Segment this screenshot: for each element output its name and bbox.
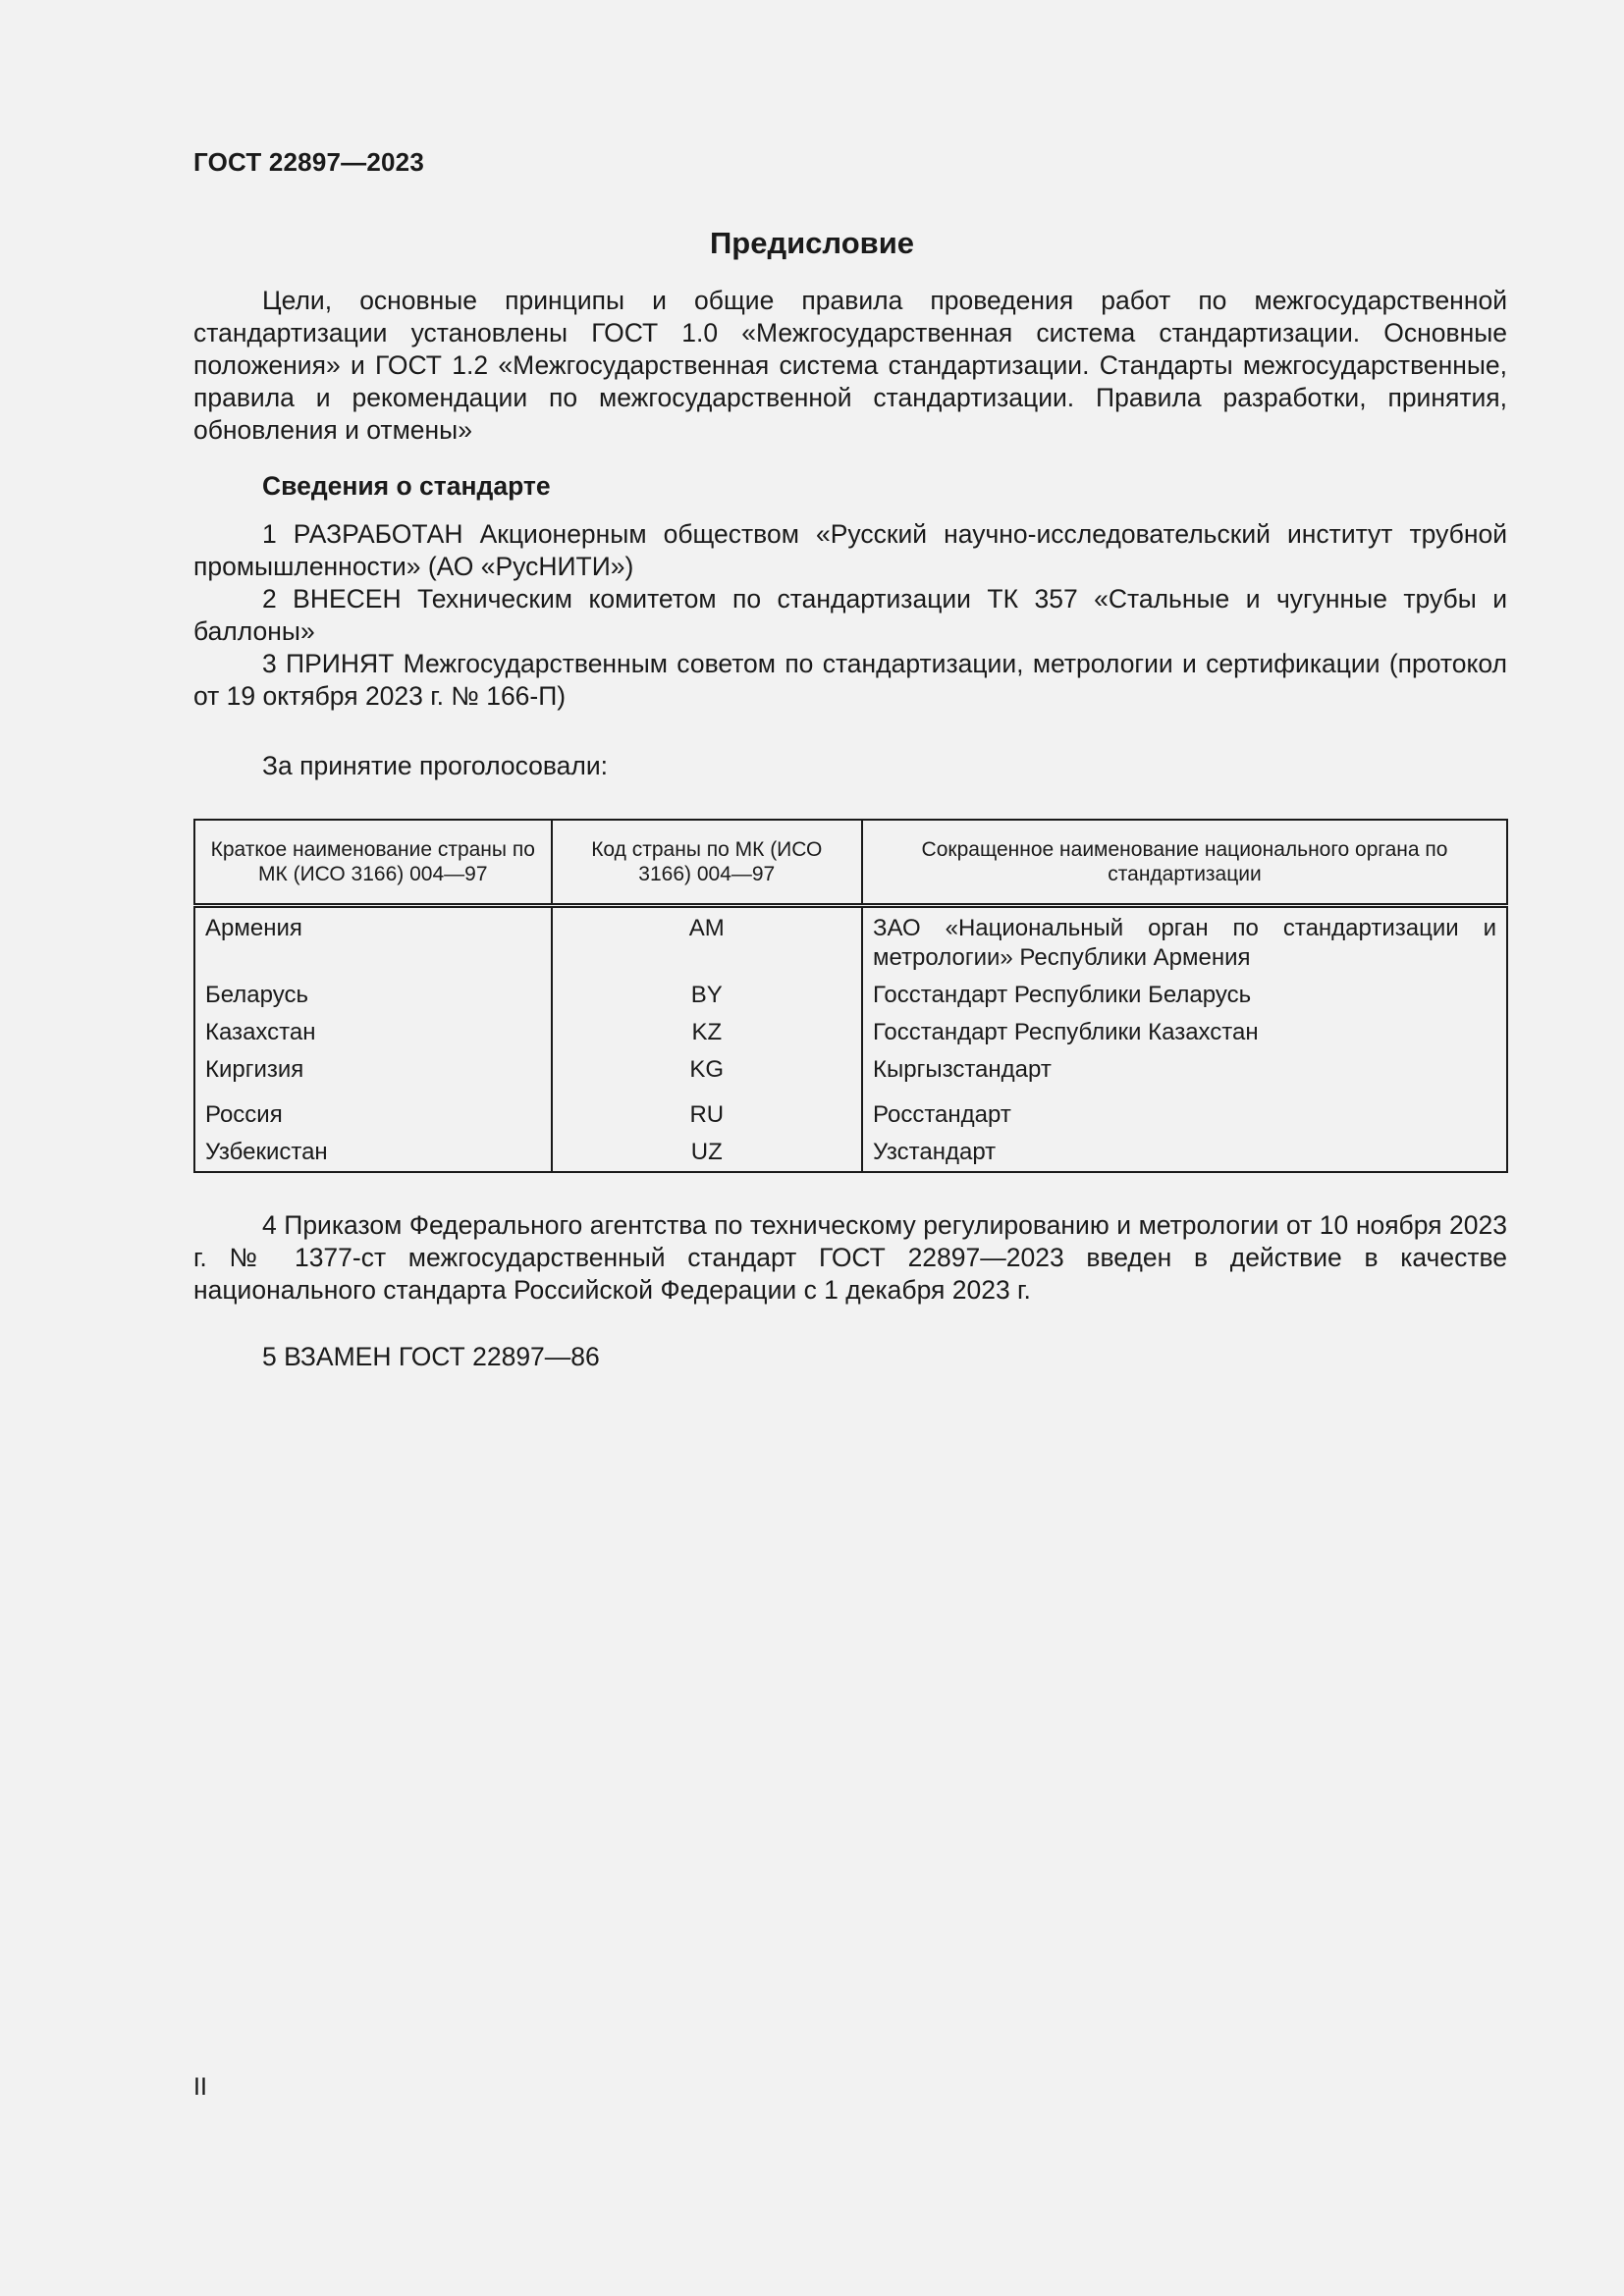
enactment-block <box>193 1209 1507 1307</box>
table-row <box>194 1134 1507 1172</box>
cell-organ: Госстандарт Республики Казахстан <box>862 1014 1507 1051</box>
item-replaces: 5 ВЗАМЕН ГОСТ 22897—86 <box>262 1342 600 1371</box>
cell-code: BY <box>552 977 862 1014</box>
cell-organ: Госстандарт Республики Беларусь <box>862 977 1507 1014</box>
cell-country: Киргизия <box>194 1051 552 1096</box>
item-adopted: 3 ПРИНЯТ Межгосударственным советом по стандартизации, метрологии и сертификации (протокол от 19 октября 2023 г. № 166-П) <box>193 649 1507 711</box>
cell-organ: Узстандарт <box>862 1134 1507 1172</box>
item-introduced: 2 ВНЕСЕН Техническим комитетом по стандартизации ТК 357 «Стальные и чугунные трубы и баллоны» <box>193 584 1507 646</box>
table-header-row <box>194 820 1507 906</box>
cell-country: Армения <box>194 906 552 978</box>
cell-code: AM <box>552 906 862 978</box>
table-row <box>194 977 1507 1014</box>
cell-code: UZ <box>552 1134 862 1172</box>
cell-code: RU <box>552 1096 862 1134</box>
document-header: ГОСТ 22897—2023 <box>193 147 424 177</box>
cell-organ: Росстандарт <box>862 1096 1507 1134</box>
table-row <box>194 1096 1507 1134</box>
cell-code: KG <box>552 1051 862 1096</box>
cell-country: Беларусь <box>194 977 552 1014</box>
standard-info-heading: Сведения о стандарте <box>262 471 551 501</box>
column-header-country: Краткое наименование страны по МК (ИСО 3166) 004—97 <box>194 820 552 906</box>
voted-block <box>193 750 1507 782</box>
table-row <box>194 906 1507 978</box>
item-developed: 1 РАЗРАБОТАН Акционерным обществом «Русский научно-исследовательский институт трубной промышленности» (АО «РусНИТИ») <box>193 519 1507 581</box>
cell-organ: Кыргызстандарт <box>862 1051 1507 1096</box>
page-number: II <box>193 2073 207 2101</box>
standard-info-block <box>193 518 1507 713</box>
cell-country: Узбекистан <box>194 1134 552 1172</box>
table-row <box>194 1014 1507 1051</box>
cell-country: Казахстан <box>194 1014 552 1051</box>
voted-label: За принятие проголосовали: <box>262 751 609 780</box>
item-enacted: 4 Приказом Федерального агентства по техническому регулированию и метрологии от 10 ноября 2023 г. № 1377-ст межгосударственный стандарт ГОСТ 22897—2023 введен в действие в качестве национального стандарта Российской Федерации с 1 декабря 2023 г. <box>193 1210 1507 1305</box>
table-row <box>194 1051 1507 1096</box>
replaces-block <box>193 1341 1507 1373</box>
cell-organ: ЗАО «Национальный орган по стандартизации и метрологии» Республики Армения <box>862 906 1507 978</box>
page-title: Предисловие <box>709 226 914 260</box>
intro-block <box>193 285 1507 447</box>
intro-paragraph: Цели, основные принципы и общие правила проведения работ по межгосударственной стандартизации установлены ГОСТ 1.0 «Межгосударственная система стандартизации. Основные положения» и ГОСТ 1.2 «Межгосударственная система стандартизации. Стандарты межгосударственные, правила и рекомендации по межгосударственной стандартизации. Правила разработки, принятия, обновления и отмены» <box>193 286 1507 445</box>
voting-table <box>193 819 1508 1173</box>
cell-code: KZ <box>552 1014 862 1051</box>
cell-country: Россия <box>194 1096 552 1134</box>
column-header-organ: Сокращенное наименование национального органа по стандартизации <box>862 820 1507 906</box>
column-header-code: Код страны по МК (ИСО 3166) 004—97 <box>552 820 862 906</box>
